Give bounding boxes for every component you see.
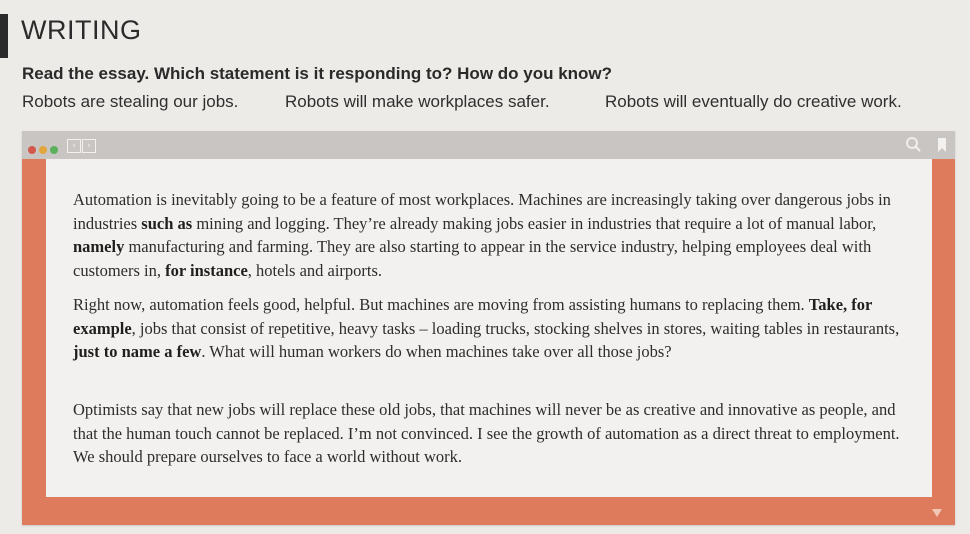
back-button[interactable]: ‹	[67, 139, 81, 153]
scroll-down-icon[interactable]	[932, 509, 942, 517]
forward-button[interactable]: ›	[82, 139, 96, 153]
highlighted-phrase: such as	[141, 213, 193, 233]
highlighted-phrase: just to name a few	[73, 342, 202, 361]
close-window-button[interactable]	[28, 146, 36, 154]
statement-options	[22, 92, 952, 118]
highlighted-phrase: Take, for example	[73, 295, 873, 338]
navigation-buttons	[67, 139, 97, 151]
section-title: WRITING	[21, 15, 142, 45]
maximize-window-button[interactable]	[50, 146, 58, 154]
browser-toolbar	[22, 131, 955, 159]
search-icon[interactable]	[904, 135, 924, 155]
essay-paragraph: Optimists say that new jobs will replace these old jobs, that machines will never be as creative and innovative as people, and that the human touch cannot be replaced. I’m not convinced. I see the growth of automation as a direct threat to employment. We should prepare ourselves to face a world without work.	[73, 400, 900, 466]
statement-option[interactable]: Robots will make workplaces safer.	[285, 92, 550, 111]
statement-option[interactable]: Robots will eventually do creative work.	[605, 92, 902, 111]
bookmark-icon[interactable]	[932, 135, 952, 155]
browser-window	[22, 131, 955, 525]
highlighted-phrase: namely	[73, 237, 125, 256]
essay-paragraph: Automation is inevitably going to be a feature of most workplaces. Machines are increasingly taking over dangerous jobs in industries such as mining and logging. They’re already making jobs easier in industries that require a lot of manual labor, namely manufacturing and farming. They are also starting to appear in the service industry, helping employees deal with customers in, for instance, hotels and airports.	[73, 190, 891, 280]
highlighted-phrase: for instance	[165, 260, 248, 280]
section-marker	[0, 14, 8, 58]
window-controls	[28, 141, 61, 151]
instruction-text: Read the essay. Which statement is it responding to? How do you know?	[22, 64, 613, 83]
statement-option[interactable]: Robots are stealing our jobs.	[22, 92, 239, 111]
minimize-window-button[interactable]	[39, 146, 47, 154]
essay-content	[46, 159, 932, 497]
essay-paragraph: Right now, automation feels good, helpful. But machines are moving from assisting humans to replacing them. Take, for example, jobs that consist of repetitive, heavy tasks – loading trucks, stocking shelves in stores, waiting tables in restaurants, just to name a few. What will human workers do when machines take over all those jobs?	[73, 295, 900, 361]
